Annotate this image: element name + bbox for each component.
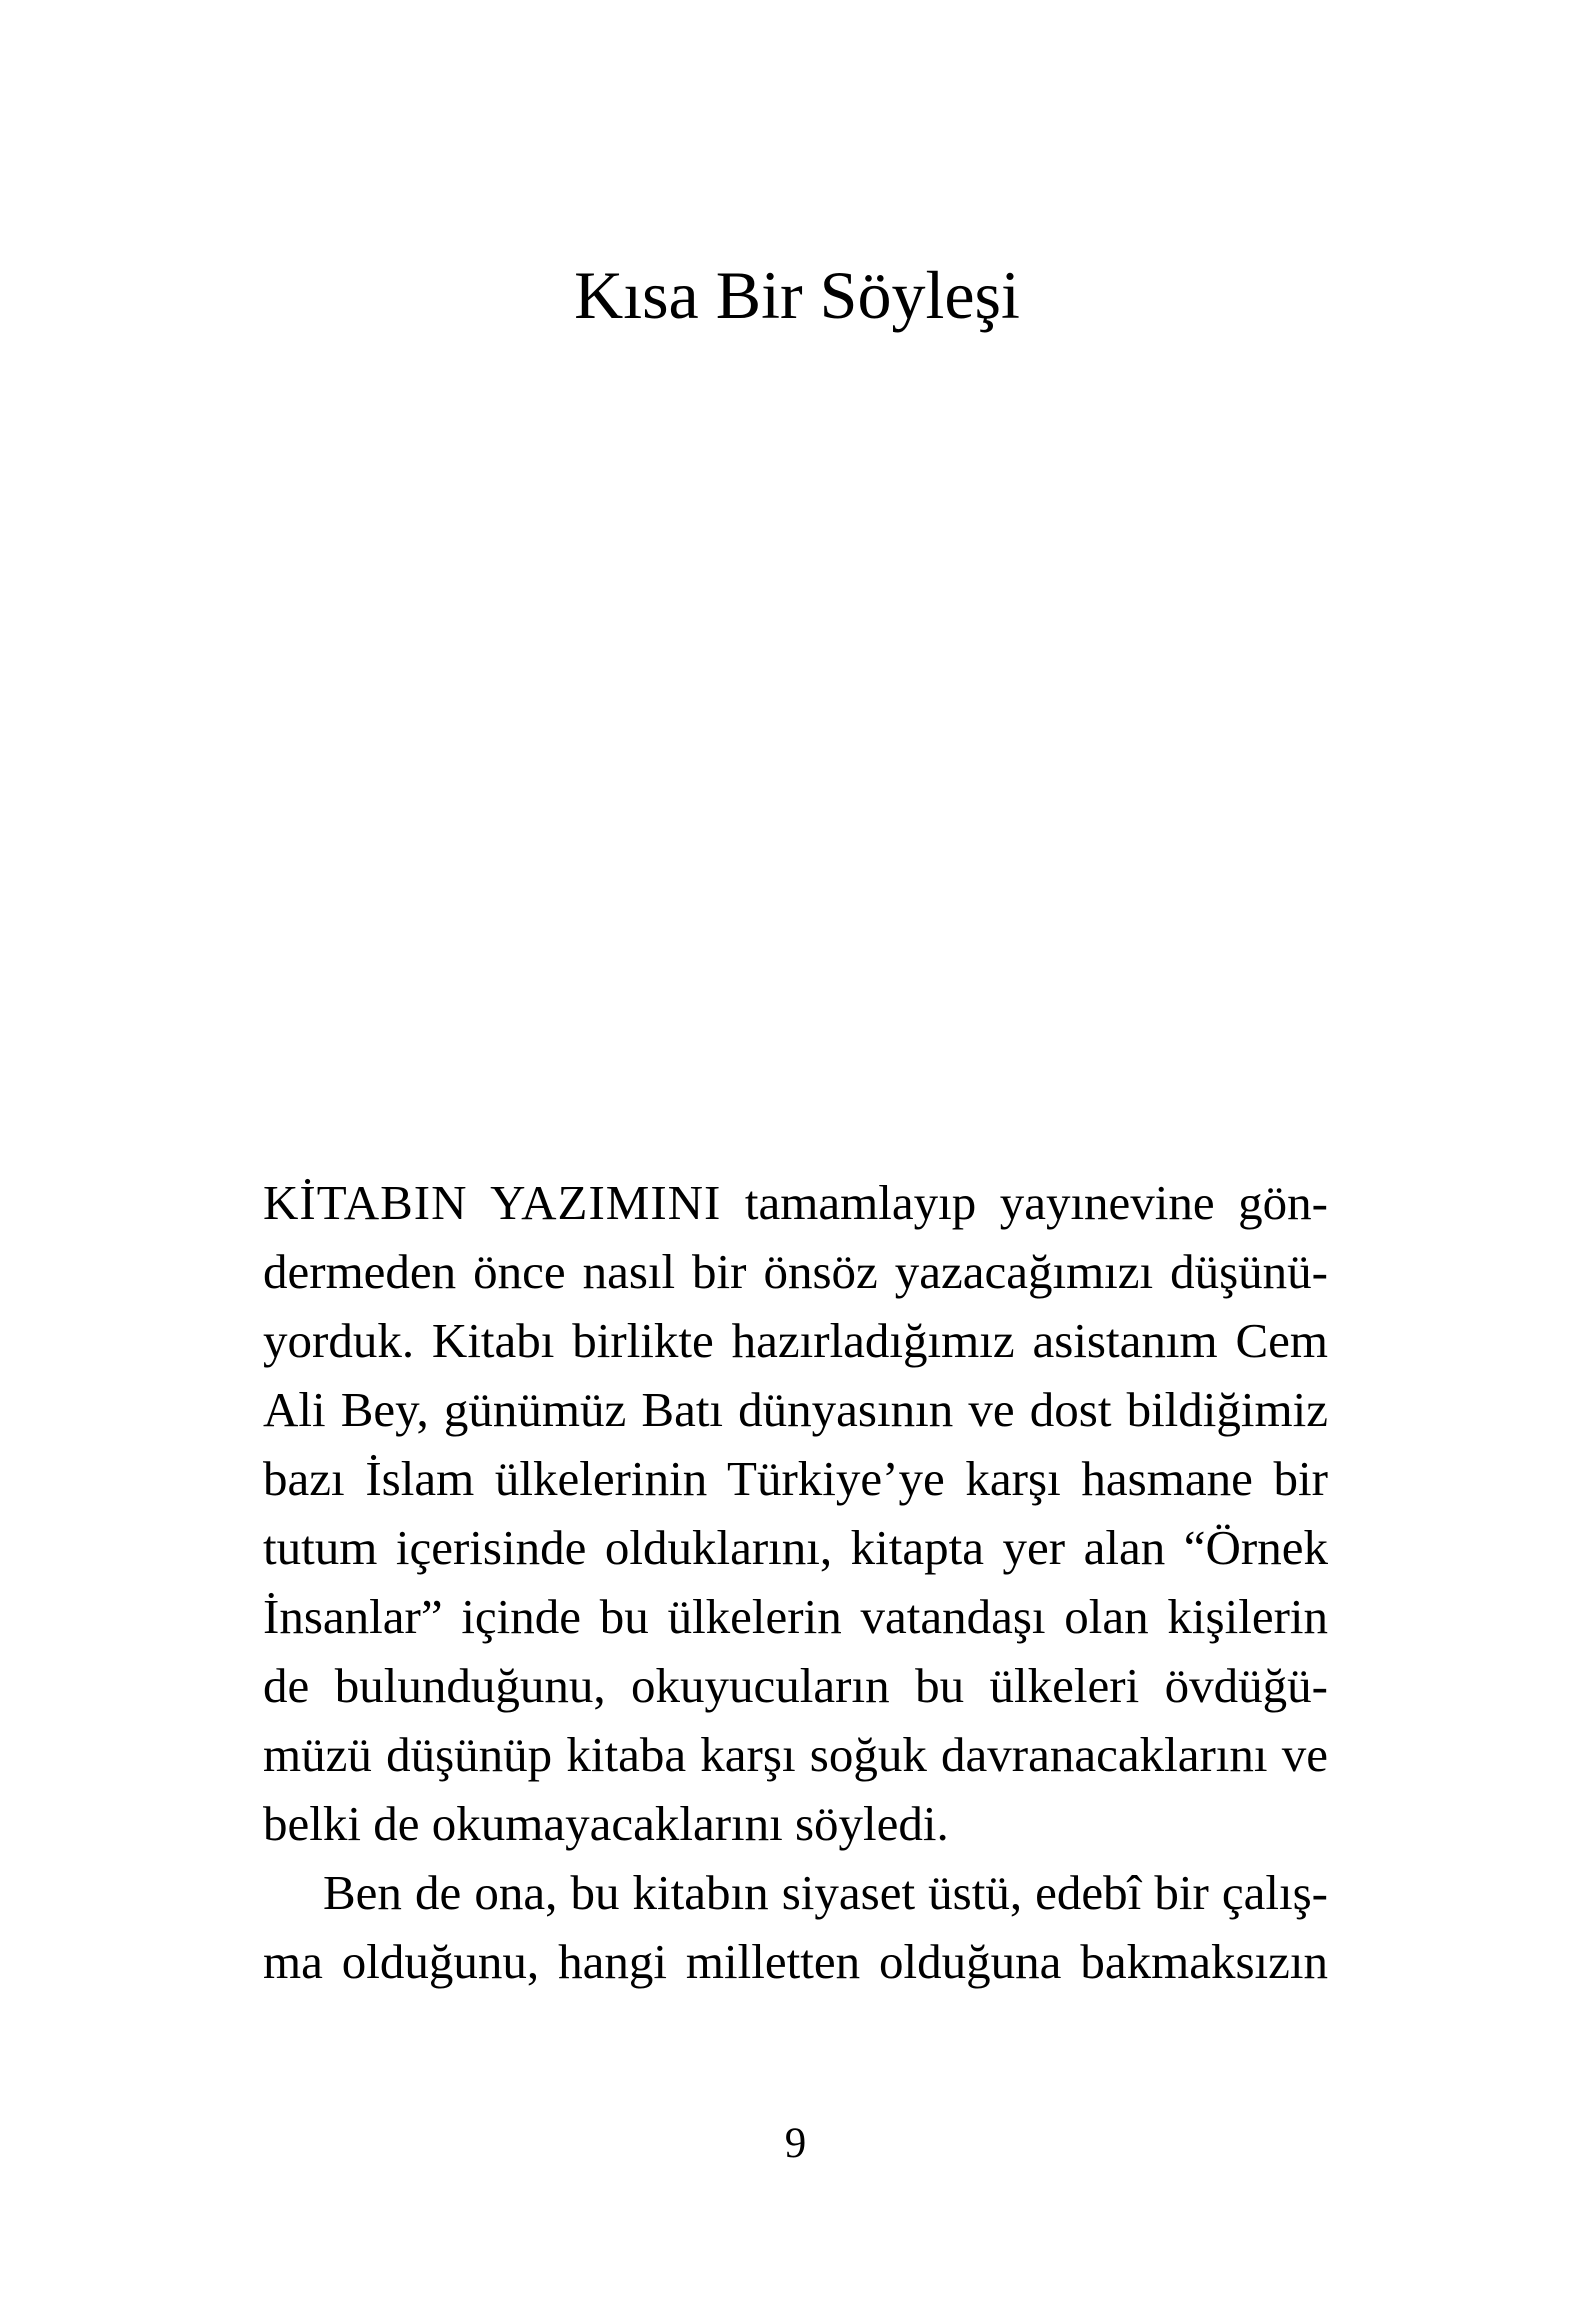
body-line: dermeden önce nasıl bir önsöz yazacağımızı düşünü- xyxy=(263,1244,1328,1299)
chapter-title: Kısa Bir Söyleşi xyxy=(574,257,1020,333)
body-line: yorduk. Kitabı birlikte hazırladığımız asistanım Cem xyxy=(263,1313,1328,1368)
small-caps-opening-phrase: KİTABIN YAZIMINI xyxy=(263,1175,722,1230)
page-number: 9 xyxy=(784,2120,807,2167)
body-line xyxy=(263,1168,1328,1237)
body-line: İnsanlar” içinde bu ülkelerin vatandaşı olan kişilerin xyxy=(263,1589,1328,1644)
body-line-text: tamamlayıp yayınevine gön- xyxy=(744,1175,1328,1230)
body-line-paragraph-end: belki de okumayacaklarını söyledi. xyxy=(263,1796,949,1851)
body-line: Ali Bey, günümüz Batı dünyasının ve dost bildiğimiz xyxy=(263,1382,1328,1437)
body-line: tutum içerisinde olduklarını, kitapta yer alan “Örnek xyxy=(263,1520,1328,1575)
body-line: de bulunduğunu, okuyucuların bu ülkeleri övdüğü- xyxy=(263,1658,1328,1713)
body-line-paragraph-start: Ben de ona, bu kitabın siyaset üstü, edebî bir çalış- xyxy=(323,1865,1328,1920)
body-line: müzü düşünüp kitaba karşı soğuk davranacaklarını ve xyxy=(263,1727,1328,1782)
body-line: bazı İslam ülkelerinin Türkiye’ye karşı hasmane bir xyxy=(263,1451,1328,1506)
body-line: ma olduğunu, hangi milletten olduğuna bakmaksızın xyxy=(263,1934,1328,1989)
body-text-block xyxy=(263,1168,1328,1996)
